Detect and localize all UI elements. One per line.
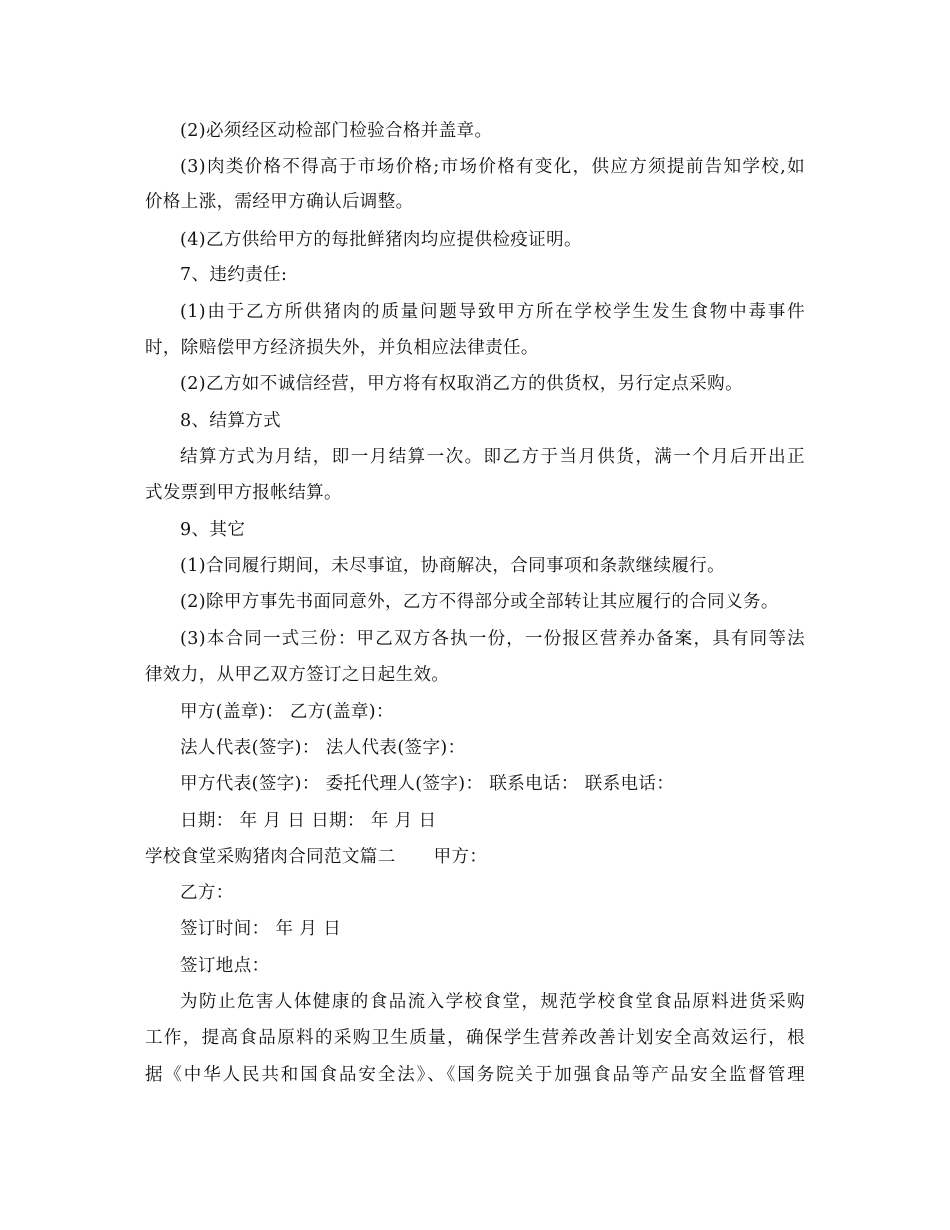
party-b-label: 乙方： [180, 883, 234, 903]
article-title: 学校食堂采购猪肉合同范文篇二 [145, 847, 396, 867]
clause-line: (3)本合同一式三份：甲乙双方各执一份，一份报区营养办备案，具有同等法 [180, 629, 805, 649]
clause-line: (1)由于乙方所供猪肉的质量问题导致甲方所在学校学生发生食物中毒事件 [180, 302, 805, 322]
clause-line: 式发票到甲方报帐结算。 [145, 483, 342, 503]
section-heading: 9、其它 [180, 520, 246, 540]
clause-line: (3)肉类价格不得高于市场价格;市场价格有变化，供应方须提前告知学校,如 [180, 157, 805, 177]
section-heading: 7、违约责任: [180, 265, 288, 285]
clause-line: 价格上涨，需经甲方确认后调整。 [145, 192, 414, 212]
clause-line: (4)乙方供给甲方的每批鲜猪肉均应提供检疫证明。 [180, 230, 582, 250]
clause-line: 时，除赔偿甲方经济损失外，并负相应法律责任。 [145, 338, 539, 358]
clause-line: (2)乙方如不诚信经营，甲方将有权取消乙方的供货权，另行定点采购。 [180, 374, 743, 394]
signature-line: 甲方代表(签字)： 委托代理人(签字)： 联系电话： 联系电话： [180, 774, 675, 794]
clause-line: 结算方式为月结，即一月结算一次。即乙方于当月供货，满一个月后开出正 [180, 447, 805, 467]
signature-line: 甲方(盖章)： 乙方(盖章)： [180, 702, 394, 722]
signature-line: 法人代表(签字)： 法人代表(签字)： [180, 738, 466, 758]
signing-place: 签订地点： [180, 956, 270, 976]
clause-line: (1)合同履行期间，未尽事谊，协商解决，合同事项和条款继续履行。 [180, 556, 726, 576]
clause-line: (2)除甲方事先书面同意外，乙方不得部分或全部转让其应履行的合同义务。 [180, 592, 779, 612]
body-line: 为防止危害人体健康的食品流入学校食堂，规范学校食堂食品原料进货采购 [180, 992, 805, 1012]
body-line: 据《中华人民共和国食品安全法》、《国务院关于加强食品等产品安全监督管理 [145, 1065, 805, 1085]
body-line: 工作，提高食品原料的采购卫生质量，确保学生营养改善计划安全高效运行，根 [145, 1028, 805, 1048]
section-heading: 8、结算方式 [180, 411, 282, 431]
date-line: 日期： 年 月 日 日期： 年 月 日 [180, 811, 437, 831]
party-a-label: 甲方： [433, 847, 488, 867]
clause-line: (2)必须经区动检部门检验合格并盖章。 [180, 121, 493, 141]
article-title-line [145, 845, 805, 869]
clause-line: 律效力，从甲乙双方签订之日起生效。 [145, 665, 450, 685]
signing-time: 签订时间： 年 月 日 [180, 919, 342, 939]
